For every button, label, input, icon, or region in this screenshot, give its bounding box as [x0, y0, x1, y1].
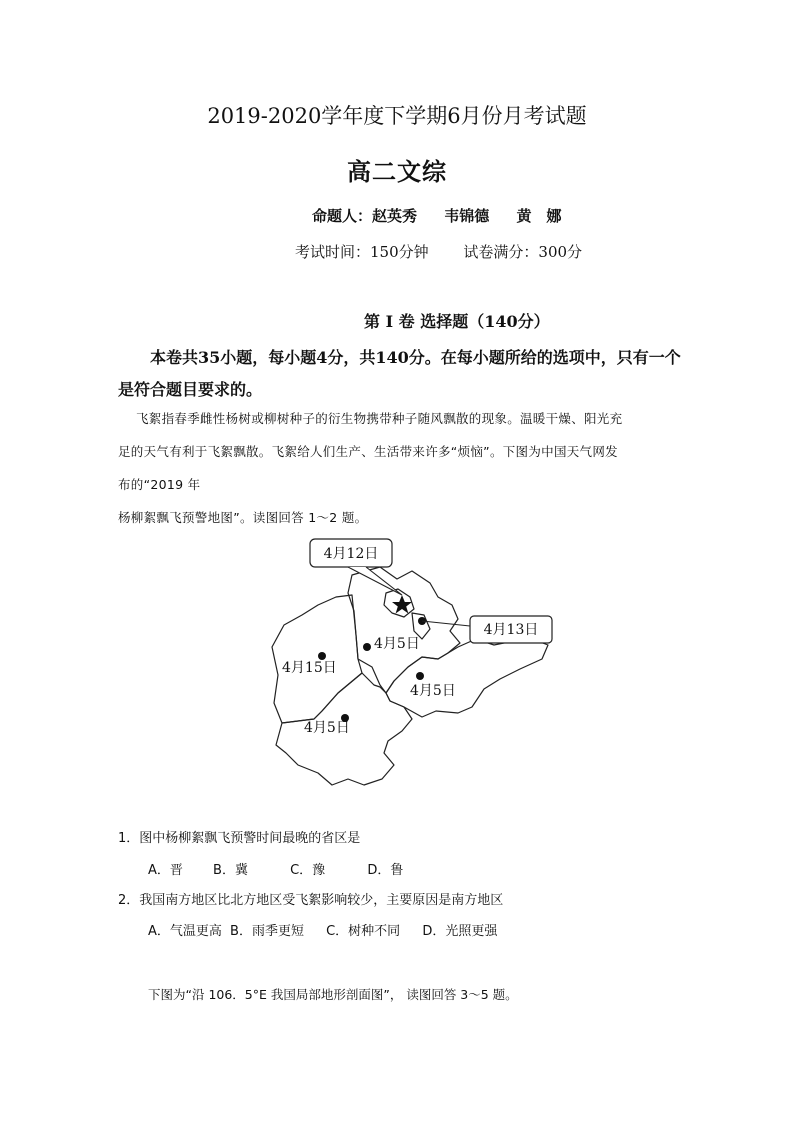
label-henan: 4月5日: [304, 720, 350, 736]
q1-option-b: B．冀: [213, 863, 248, 878]
region-shanxi: [272, 595, 362, 723]
subject-title: 高二文综: [347, 157, 447, 186]
q2-option-b: B．雨季更短: [230, 924, 304, 939]
passage-1-line-3: 布的“2019 年: [118, 477, 201, 492]
section-intro: 本卷共35小题，每小题4分，共140分。在每小题所给的选项中，只有一个是符合题目要求的。: [118, 348, 681, 399]
question-2-options: [148, 920, 523, 939]
q2-option-d: D．光照更强: [422, 924, 498, 939]
warning-map: [262, 535, 562, 799]
question-1: 1．图中杨柳絮飘飞预警时间最晚的省区是: [118, 831, 361, 846]
author-2: 韦锦德: [444, 207, 490, 225]
label-hebei: 4月5日: [374, 636, 420, 652]
author-3: 黄 娜: [516, 207, 562, 225]
exam-info-line: [295, 241, 612, 262]
point-hebei: [363, 643, 371, 651]
exam-title: 2019-2020学年度下学期6月份月考试题: [207, 104, 587, 128]
label-shandong: 4月5日: [410, 683, 456, 699]
callout-tianjin-text: 4月13日: [483, 622, 539, 638]
region-hebei: [348, 567, 460, 693]
passage-1: [118, 402, 688, 534]
question-1-options: [148, 859, 429, 878]
q2-option-c: C．树种不同: [326, 924, 401, 939]
label-shanxi: 4月15日: [282, 660, 337, 676]
author-1: 命题人：赵英秀: [312, 207, 418, 225]
q1-option-a: A．晋: [148, 863, 183, 878]
callout-pointer-beijing: [348, 567, 402, 595]
callout-beijing-text: 4月12日: [323, 546, 379, 562]
callout-pointer-tianjin: [422, 621, 470, 626]
point-shanxi: [318, 652, 326, 660]
q2-option-a: A．气温更高: [148, 924, 222, 939]
passage-1-line-1: 飞絮指春季雌性杨树或柳树种子的衍生物携带种子随风飘散的现象。温暖干燥、阳光充: [136, 411, 623, 426]
passage-1-line-2: 足的天气有利于飞絮飘散。飞絮给人们生产、生活带来许多“烦恼”。下图为中国天气网发: [118, 444, 618, 459]
section-title: 第 I 卷 选择题（140分）: [364, 312, 550, 331]
exam-time: 考试时间：150分钟: [295, 243, 429, 261]
passage-2: 下图为“沿 106．5°E 我国局部地形剖面图”， 读图回答 3～5 题。: [148, 987, 518, 1002]
star-icon: [392, 595, 412, 614]
point-shandong: [416, 672, 424, 680]
q1-option-d: D．鲁: [367, 863, 404, 878]
q1-option-c: C．豫: [290, 863, 326, 878]
question-2: 2．我国南方地区比北方地区受飞絮影响较少，主要原因是南方地区: [118, 893, 504, 908]
passage-1-line-4: 杨柳絮飘飞预警地图”。读图回答 1～2 题。: [118, 510, 368, 525]
exam-score: 试卷满分：300分: [463, 243, 583, 261]
authors-line: [312, 205, 584, 226]
